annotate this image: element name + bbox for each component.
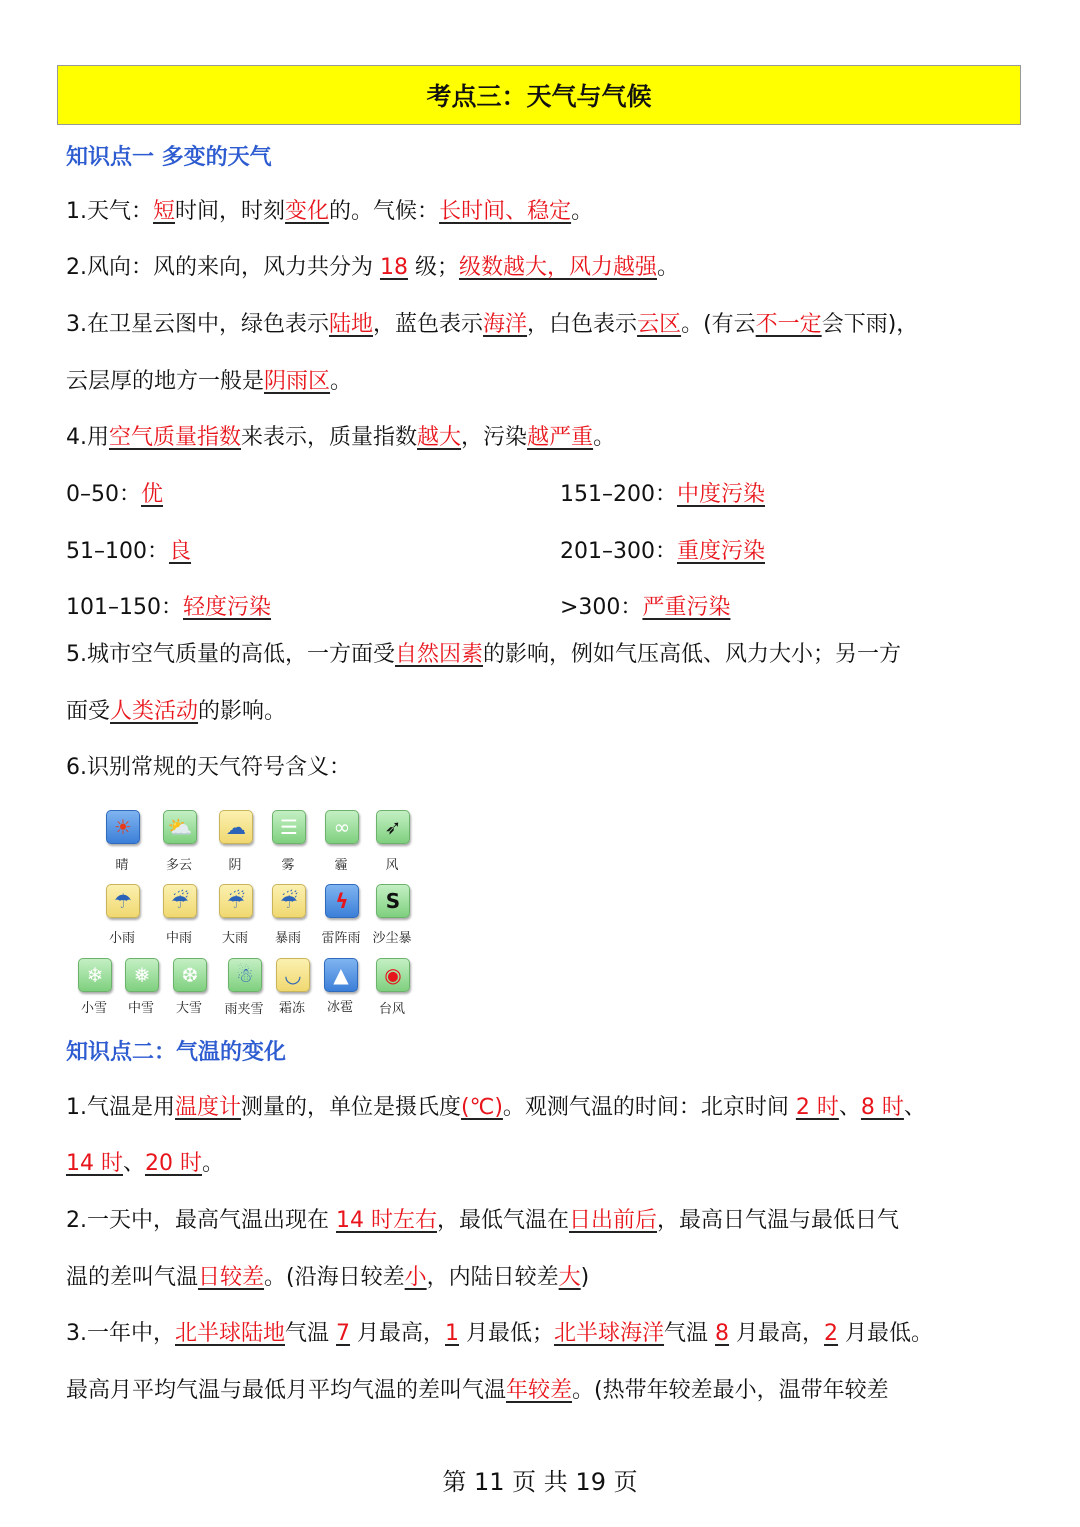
- text-line-3: 3.在卫星云图中，绿色表示陆地，蓝色表示海洋，白色表示云区。(有云不一定会下雨)，: [66, 312, 919, 337]
- weather-label: 风: [385, 858, 399, 873]
- frost-icon: ◡: [276, 958, 310, 992]
- weather-label: 霜冻: [278, 1001, 305, 1016]
- aqi-row-light-pollution: 101–150：轻度污染: [66, 595, 271, 620]
- light-snow-icon: ❄: [78, 958, 112, 992]
- moderate-rain-icon: ☔: [163, 884, 197, 918]
- section-heading-1: 知识点一 多变的天气: [66, 145, 272, 170]
- weather-label: 沙尘暴: [372, 931, 412, 946]
- wind-icon: ➶: [376, 810, 410, 844]
- text-line-t3b: 最高月平均气温与最低月平均气温的差叫气温年较差。(热带年较差最小，温带年较差: [66, 1378, 889, 1403]
- weather-label: 中雨: [165, 931, 192, 946]
- typhoon-icon: ◉: [376, 958, 410, 992]
- rainstorm-icon: ☔: [272, 884, 306, 918]
- text-line-5: 5.城市空气质量的高低，一方面受自然因素的影响，例如气压高低、风力大小；另一方: [66, 642, 902, 667]
- text-line-1: 1.天气：短时间，时刻变化的。气候：长时间、稳定。: [66, 199, 594, 224]
- weather-label: 阴: [228, 858, 242, 873]
- text-line-t3: 3.一年中，北半球陆地气温 7 月最高，1 月最低；北半球海洋气温 8 月最高，2 月最低。: [66, 1321, 934, 1346]
- text-line-6: 6.识别常规的天气符号含义：: [66, 755, 351, 780]
- weather-symbol-chart: [70, 800, 420, 1020]
- sunny-icon: ☀: [106, 810, 140, 844]
- moderate-snow-icon: ❅: [125, 958, 159, 992]
- aqi-row-severe-pollution: >300：严重污染: [560, 595, 731, 620]
- weather-label: 台风: [378, 1002, 405, 1017]
- page-number: 第 11 页 共 19 页: [442, 1468, 638, 1496]
- aqi-row-fair: 51–100：良: [66, 539, 192, 564]
- sleet-icon: ☃: [228, 958, 262, 992]
- heavy-rain-icon: ☔: [219, 884, 253, 918]
- weather-label: 多云: [165, 858, 192, 873]
- text-line-2: 2.风向：风的来向，风力共分为 18 级；级数越大，风力越强。: [66, 255, 680, 280]
- weather-label: 雾: [281, 858, 295, 873]
- weather-label: 雨夹雪: [224, 1002, 264, 1017]
- fog-icon: ☰: [272, 810, 306, 844]
- text-line-t1b: 14 时、20 时。: [66, 1151, 225, 1176]
- section-heading-2: 知识点二：气温的变化: [66, 1040, 287, 1065]
- heavy-snow-icon: ❆: [173, 958, 207, 992]
- weather-label: 雷阵雨: [321, 931, 361, 946]
- cloudy-icon: ⛅: [163, 810, 197, 844]
- sandstorm-icon: S: [376, 884, 410, 918]
- weather-label: 冰雹: [326, 1000, 353, 1015]
- text-line-t2: 2.一天中，最高气温出现在 14 时左右，最低气温在日出前后，最高日气温与最低日气: [66, 1208, 900, 1233]
- weather-label: 中雪: [127, 1001, 154, 1016]
- text-line-t1: 1.气温是用温度计测量的，单位是摄氏度(℃)。观测气温的时间：北京时间 2 时、8 时、: [66, 1095, 926, 1120]
- haze-icon: ∞: [325, 810, 359, 844]
- weather-label: 暴雨: [274, 931, 301, 946]
- light-rain-icon: ☂: [106, 884, 140, 918]
- page-title: 考点三：天气与气候: [57, 65, 1021, 125]
- text-line-5b: 面受人类活动的影响。: [66, 699, 287, 724]
- weather-label: 晴: [115, 858, 129, 873]
- text-line-3b: 云层厚的地方一般是阴雨区。: [66, 369, 353, 394]
- overcast-icon: ☁: [219, 810, 253, 844]
- weather-label: 小雪: [80, 1001, 107, 1016]
- aqi-row-heavy-pollution: 201–300：重度污染: [560, 539, 765, 564]
- text-line-t2b: 温的差叫气温日较差。(沿海日较差小，内陆日较差大): [66, 1265, 590, 1290]
- aqi-row-good: 0–50：优: [66, 482, 164, 507]
- weather-label: 大雨: [221, 931, 248, 946]
- text-line-4: 4.用空气质量指数来表示，质量指数越大，污染越严重。: [66, 425, 616, 450]
- weather-label: 小雨: [108, 931, 135, 946]
- hail-icon: ▲: [324, 958, 358, 992]
- aqi-row-moderate-pollution: 151–200：中度污染: [560, 482, 765, 507]
- weather-label: 大雪: [175, 1001, 202, 1016]
- weather-label: 霾: [334, 858, 348, 873]
- thunderstorm-icon: ϟ: [325, 884, 359, 918]
